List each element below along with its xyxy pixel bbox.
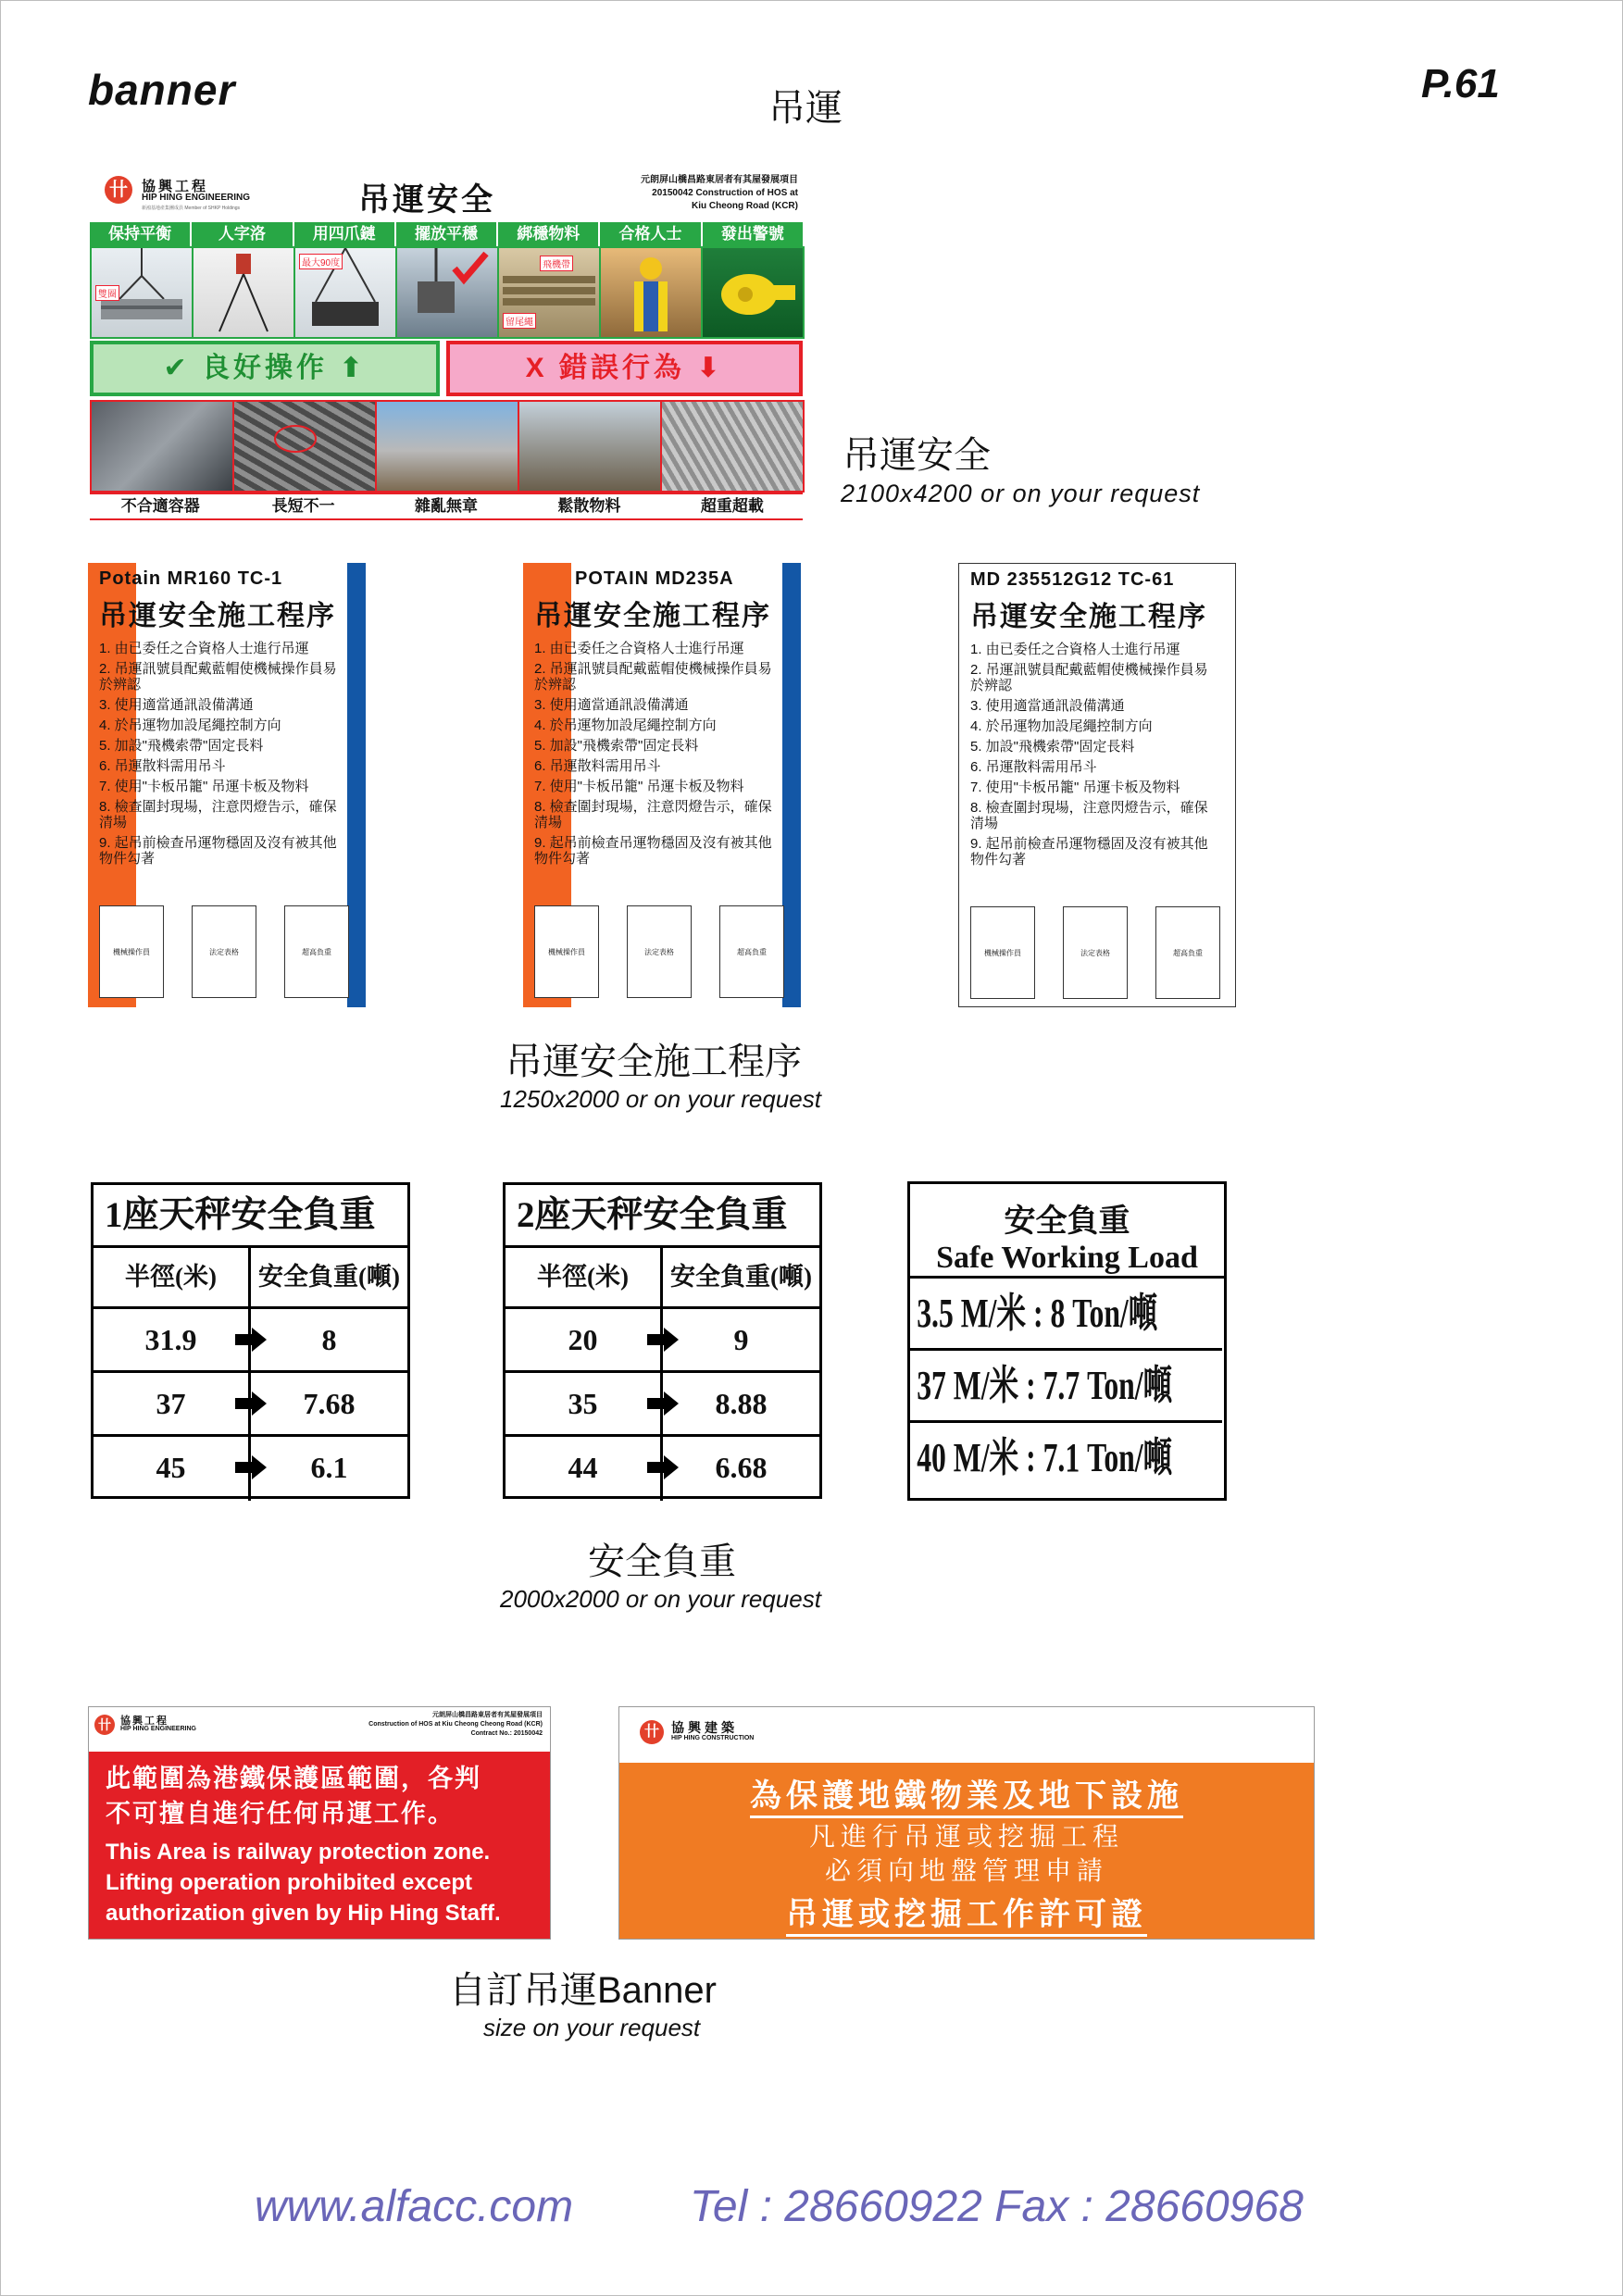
step: 1. 由已委任之合資格人士進行吊運	[99, 641, 309, 656]
sign-boxes	[970, 906, 1220, 999]
banner-line-4	[619, 1889, 1314, 1934]
sign-box-label: 法定表格	[209, 948, 239, 956]
banner-line-1-text: 為保護地鐵物業及地下設施	[750, 1778, 1183, 1818]
good-label: 良好操作	[202, 353, 328, 383]
photo-warning-signal	[701, 246, 805, 339]
arrow-right-icon	[647, 1328, 679, 1352]
table-row	[94, 1309, 407, 1373]
bad-practice-banner	[446, 341, 803, 396]
logo-cn: 協興建築	[671, 1720, 738, 1735]
procedure-poster-3[interactable]	[958, 563, 1236, 1007]
label: 長短不一	[232, 494, 375, 518]
warning-cn-line: 不可擅自進行任何吊運工作。	[106, 1800, 455, 1828]
crane-model: MD 235512G12 TC-61	[970, 569, 1175, 590]
table-row	[94, 1437, 407, 1501]
photo-qualified-person	[599, 246, 703, 339]
safe-working-load-sign[interactable]	[907, 1181, 1227, 1501]
label: 合格人士	[600, 222, 702, 246]
photo-overload	[660, 400, 805, 493]
photo-balance	[90, 246, 194, 339]
bad-practice-photos	[90, 400, 803, 493]
label: 超重超載	[662, 494, 803, 518]
warning-en-line: Lifting operation prohibited except	[106, 1870, 472, 1895]
load-table-title: 2座天秤安全負重	[506, 1185, 819, 1248]
load-table-2[interactable]	[503, 1182, 822, 1499]
procedure-heading: 吊運安全施工程序	[970, 602, 1207, 632]
step: 1. 由已委任之合資格人士進行吊運	[534, 641, 744, 656]
poster-header	[90, 167, 803, 222]
step: 3. 使用適當通訊設備溝通	[534, 697, 689, 713]
table-row	[506, 1373, 819, 1437]
label: 不合適容器	[90, 494, 232, 518]
project-info	[604, 174, 798, 213]
step: 6. 吊運散料需用吊斗	[970, 759, 1097, 775]
blue-stripe	[782, 563, 801, 1007]
swl-title-cn: 安全負重	[1004, 1204, 1130, 1239]
whistle-icon	[703, 248, 803, 337]
warning-en-line: authorization given by Hip Hing Staff.	[106, 1901, 501, 1926]
swl-row: 40 M/米 : 7.1 Ton/噸	[917, 1435, 1173, 1480]
load-value: 6.1	[310, 1451, 348, 1484]
photo-secure-materials	[497, 246, 601, 339]
col-radius: 半徑(米)	[94, 1248, 251, 1306]
banner-line-1	[619, 1770, 1314, 1816]
good-practice-banner	[90, 341, 440, 396]
cross-icon: X	[525, 353, 559, 383]
label: 用四爪鏈	[294, 222, 396, 246]
step: 7. 使用"卡板吊籠" 吊運卡板及物料	[534, 779, 744, 794]
tag-double-hoop: 雙圈	[95, 285, 119, 301]
sign-box	[627, 905, 692, 998]
radius-value: 31.9	[144, 1323, 197, 1356]
sign-box	[1155, 906, 1220, 999]
arrow-right-icon	[647, 1455, 679, 1479]
photo-four-leg-chain	[293, 246, 397, 339]
procedure-steps	[534, 641, 782, 871]
sign-box	[99, 905, 164, 998]
procedure-heading: 吊運安全施工程序	[534, 601, 771, 631]
caption-custom-title: 自訂吊運Banner	[449, 1970, 717, 2011]
sign-box-label: 機械操作員	[113, 948, 150, 956]
page-title: 吊運	[768, 88, 843, 129]
logo-sub: 新鴻基地產集團成員 Member of SHKP Holdings	[142, 206, 241, 211]
load-table-title: 1座天秤安全負重	[94, 1185, 407, 1248]
logo-en: HIP HING ENGINEERING	[120, 1726, 196, 1732]
company-logo-icon: 卄	[105, 176, 132, 204]
step: 5. 加設"飛機索帶"固定長料	[99, 738, 264, 754]
procedure-steps	[970, 642, 1218, 872]
table-row	[506, 1437, 819, 1501]
check-mark-icon	[397, 248, 497, 337]
caption-procedure-title: 吊運安全施工程序	[506, 1042, 802, 1082]
caption-custom-size: size on your request	[483, 2014, 701, 2041]
radius-cell	[94, 1437, 251, 1501]
label: 發出警號	[720, 225, 784, 243]
step: 1. 由已委任之合資格人士進行吊運	[970, 642, 1180, 657]
label: 人字洛	[192, 222, 293, 246]
photo-disorganized	[375, 400, 519, 493]
load-table-header	[94, 1248, 407, 1309]
radius-cell	[506, 1309, 663, 1370]
step: 2. 吊運訊號員配戴藍帽使機械操作員易於辨認	[534, 661, 772, 693]
label: 保持平衡	[90, 222, 192, 246]
photo-stable-placement	[395, 246, 499, 339]
radius-cell	[94, 1309, 251, 1370]
sign-box	[192, 905, 256, 998]
step: 3. 使用適當通訊設備溝通	[99, 697, 254, 713]
banner-header	[89, 1707, 550, 1752]
radius-value: 20	[568, 1323, 598, 1356]
caption-procedure-size: 1250x2000 or on your request	[500, 1085, 821, 1113]
logo-en: HIP HING CONSTRUCTION	[671, 1735, 755, 1741]
label: 鬆散物料	[518, 494, 661, 518]
col-load: 安全負重(噸)	[258, 1263, 400, 1291]
procedure-steps	[99, 641, 347, 871]
tag-flying-strap: 飛機帶	[540, 256, 573, 271]
project-line-2: 20150042 Construction of HOS at	[652, 188, 798, 198]
step: 9. 起吊前檢查吊運物穩固及沒有被其他物件勾著	[99, 835, 337, 867]
load-value: 8.88	[715, 1387, 768, 1420]
step: 5. 加設"飛機索帶"固定長料	[534, 738, 699, 754]
good-practice-labels	[90, 222, 803, 246]
warning-cn-line: 此範圍為港鐵保護區範圍，各判	[106, 1765, 481, 1792]
sign-box-label: 機械操作員	[984, 949, 1021, 957]
radius-value: 35	[568, 1387, 598, 1420]
label: 雜亂無章	[376, 494, 518, 518]
procedure-poster-1[interactable]	[88, 563, 366, 1007]
photo-herringbone	[192, 246, 295, 339]
arrow-right-icon	[647, 1391, 679, 1416]
col-radius: 半徑(米)	[506, 1248, 663, 1306]
arrow-right-icon	[235, 1455, 267, 1479]
bad-practice-labels	[90, 493, 803, 520]
hook-sling-icon	[194, 248, 293, 337]
step: 8. 檢查圍封現場，注意閃燈告示，確保清場	[99, 799, 337, 830]
crane-model: POTAIN MD235A	[575, 568, 734, 589]
sign-box-label: 超高負重	[302, 948, 331, 956]
page-number: P.61	[1421, 61, 1500, 106]
step: 7. 使用"卡板吊籠" 吊運卡板及物料	[970, 780, 1180, 795]
poster-title: 吊運安全	[358, 182, 495, 218]
load-value: 6.68	[715, 1451, 768, 1484]
project-info	[368, 1711, 543, 1739]
step: 9. 起吊前檢查吊運物穩固及沒有被其他物件勾著	[970, 836, 1208, 867]
sign-box	[284, 905, 349, 998]
load-value: 7.68	[303, 1387, 356, 1420]
step: 4. 於吊運物加設尾繩控制方向	[534, 718, 717, 733]
project-en: Construction of HOS at Kiu Cheong Cheong Road (KCR)	[368, 1721, 543, 1728]
caption-load-title: 安全負重	[588, 1541, 736, 1582]
tag-max-angle: 最大90度	[299, 254, 343, 269]
radius-cell	[506, 1373, 663, 1434]
sign-box	[1063, 906, 1128, 999]
col-load: 安全負重(噸)	[670, 1263, 812, 1291]
warning-en-line: This Area is railway protection zone.	[106, 1840, 491, 1865]
swl-row: 37 M/米 : 7.7 Ton/噸	[910, 1351, 1222, 1423]
bad-label: 錯誤行為	[558, 353, 685, 383]
arrow-right-icon	[235, 1391, 267, 1416]
step: 5. 加設"飛機索帶"固定長料	[970, 739, 1135, 755]
tag-tail-rope: 留尾繩	[503, 313, 536, 329]
step: 6. 吊運散料需用吊斗	[534, 758, 661, 774]
project-cn: 元朗屏山橋昌路東居者有其屋發展項目	[432, 1712, 543, 1718]
sign-box-label: 機械操作員	[548, 948, 585, 956]
load-table-header	[506, 1248, 819, 1309]
sign-boxes	[99, 905, 349, 998]
sign-box	[970, 906, 1035, 999]
banner-line-2: 凡進行吊運或挖掘工程	[808, 1822, 1124, 1851]
banner-line-4-text: 吊運或挖掘工作許可證	[786, 1897, 1147, 1937]
warning-en	[106, 1837, 501, 1928]
step: 9. 起吊前檢查吊運物穩固及沒有被其他物件勾著	[534, 835, 772, 867]
procedure-poster-2[interactable]	[523, 563, 801, 1007]
brand-label: banner	[88, 66, 236, 114]
caption-safety-title: 吊運安全	[843, 435, 991, 476]
railway-protection-banner[interactable]	[88, 1706, 551, 1940]
step: 8. 檢查圍封現場，注意閃燈告示，確保清場	[970, 800, 1208, 831]
caption-safety-size: 2100x4200 or on your request	[841, 480, 1201, 507]
footer-contact: Tel : 28660922 Fax : 28660968	[690, 2182, 1304, 2231]
load-table-1[interactable]	[91, 1182, 410, 1499]
sign-box-label: 法定表格	[644, 948, 674, 956]
step: 6. 吊運散料需用吊斗	[99, 758, 226, 774]
step: 7. 使用"卡板吊籠" 吊運卡板及物料	[99, 779, 309, 794]
highlight-circle-icon	[234, 402, 334, 491]
table-row	[506, 1309, 819, 1373]
radius-value: 45	[156, 1451, 186, 1484]
swl-row: 3.5 M/米 : 8 Ton/噸	[910, 1279, 1222, 1351]
project-line-1: 元朗屏山橋昌路東居者有其屋發展項目	[641, 175, 798, 185]
worker-icon	[601, 248, 701, 337]
sign-box	[534, 905, 599, 998]
lifting-safety-poster[interactable]	[90, 167, 803, 520]
logo-cn: 協興工程	[142, 179, 209, 194]
logo-en: HIP HING ENGINEERING	[142, 193, 251, 203]
sign-box-label: 超高負重	[737, 948, 767, 956]
radius-value: 44	[568, 1451, 598, 1484]
table-row	[94, 1373, 407, 1437]
company-logo-icon: 卄	[640, 1720, 664, 1744]
up-arrow-icon: ⬆	[328, 353, 367, 383]
photo-uneven-length	[232, 400, 377, 493]
sign-box	[719, 905, 784, 998]
contract-no: Contract No.: 20150042	[470, 1730, 543, 1737]
step: 4. 於吊運物加設尾繩控制方向	[99, 718, 281, 733]
step: 2. 吊運訊號員配戴藍帽使機械操作員易於辨認	[99, 661, 337, 693]
arrow-right-icon	[235, 1328, 267, 1352]
logo-cn: 協興工程	[120, 1716, 169, 1727]
swl-title-en: Safe Working Load	[936, 1241, 1198, 1275]
label: 綁穩物料	[498, 222, 600, 246]
procedure-heading: 吊運安全施工程序	[99, 601, 336, 631]
sign-boxes	[534, 905, 784, 998]
good-practice-photos	[90, 246, 803, 339]
mtr-protection-banner[interactable]	[618, 1706, 1315, 1940]
down-arrow-icon: ⬇	[684, 353, 724, 383]
step: 8. 檢查圍封現場，注意閃燈告示，確保清場	[534, 799, 772, 830]
caption-load-size: 2000x2000 or on your request	[500, 1585, 821, 1613]
radius-cell	[94, 1373, 251, 1434]
label: 擺放平穩	[396, 222, 498, 246]
crane-model: Potain MR160 TC-1	[99, 568, 283, 589]
radius-cell	[506, 1437, 663, 1501]
check-icon: ✔	[163, 353, 202, 383]
photo-loose-materials	[518, 400, 662, 493]
banner-header	[619, 1707, 1314, 1763]
load-value: 9	[733, 1323, 749, 1356]
step: 2. 吊運訊號員配戴藍帽使機械操作員易於辨認	[970, 662, 1208, 693]
step: 3. 使用適當通訊設備溝通	[970, 698, 1125, 714]
warning-cn	[106, 1761, 481, 1831]
sign-box-label: 法定表格	[1080, 949, 1110, 957]
swl-header	[910, 1184, 1224, 1279]
sign-box-label: 超高負重	[1173, 949, 1203, 957]
photo-unsuitable-container	[90, 400, 234, 493]
banner-line-3: 必須向地盤管理申請	[824, 1856, 1108, 1885]
radius-value: 37	[156, 1387, 186, 1420]
blue-stripe	[347, 563, 366, 1007]
project-line-3: Kiu Cheong Road (KCR)	[692, 201, 798, 211]
company-logo-icon: 卄	[94, 1715, 115, 1735]
footer-website[interactable]: www.alfacc.com	[255, 2182, 574, 2231]
load-value: 8	[321, 1323, 337, 1356]
step: 4. 於吊運物加設尾繩控制方向	[970, 718, 1153, 734]
